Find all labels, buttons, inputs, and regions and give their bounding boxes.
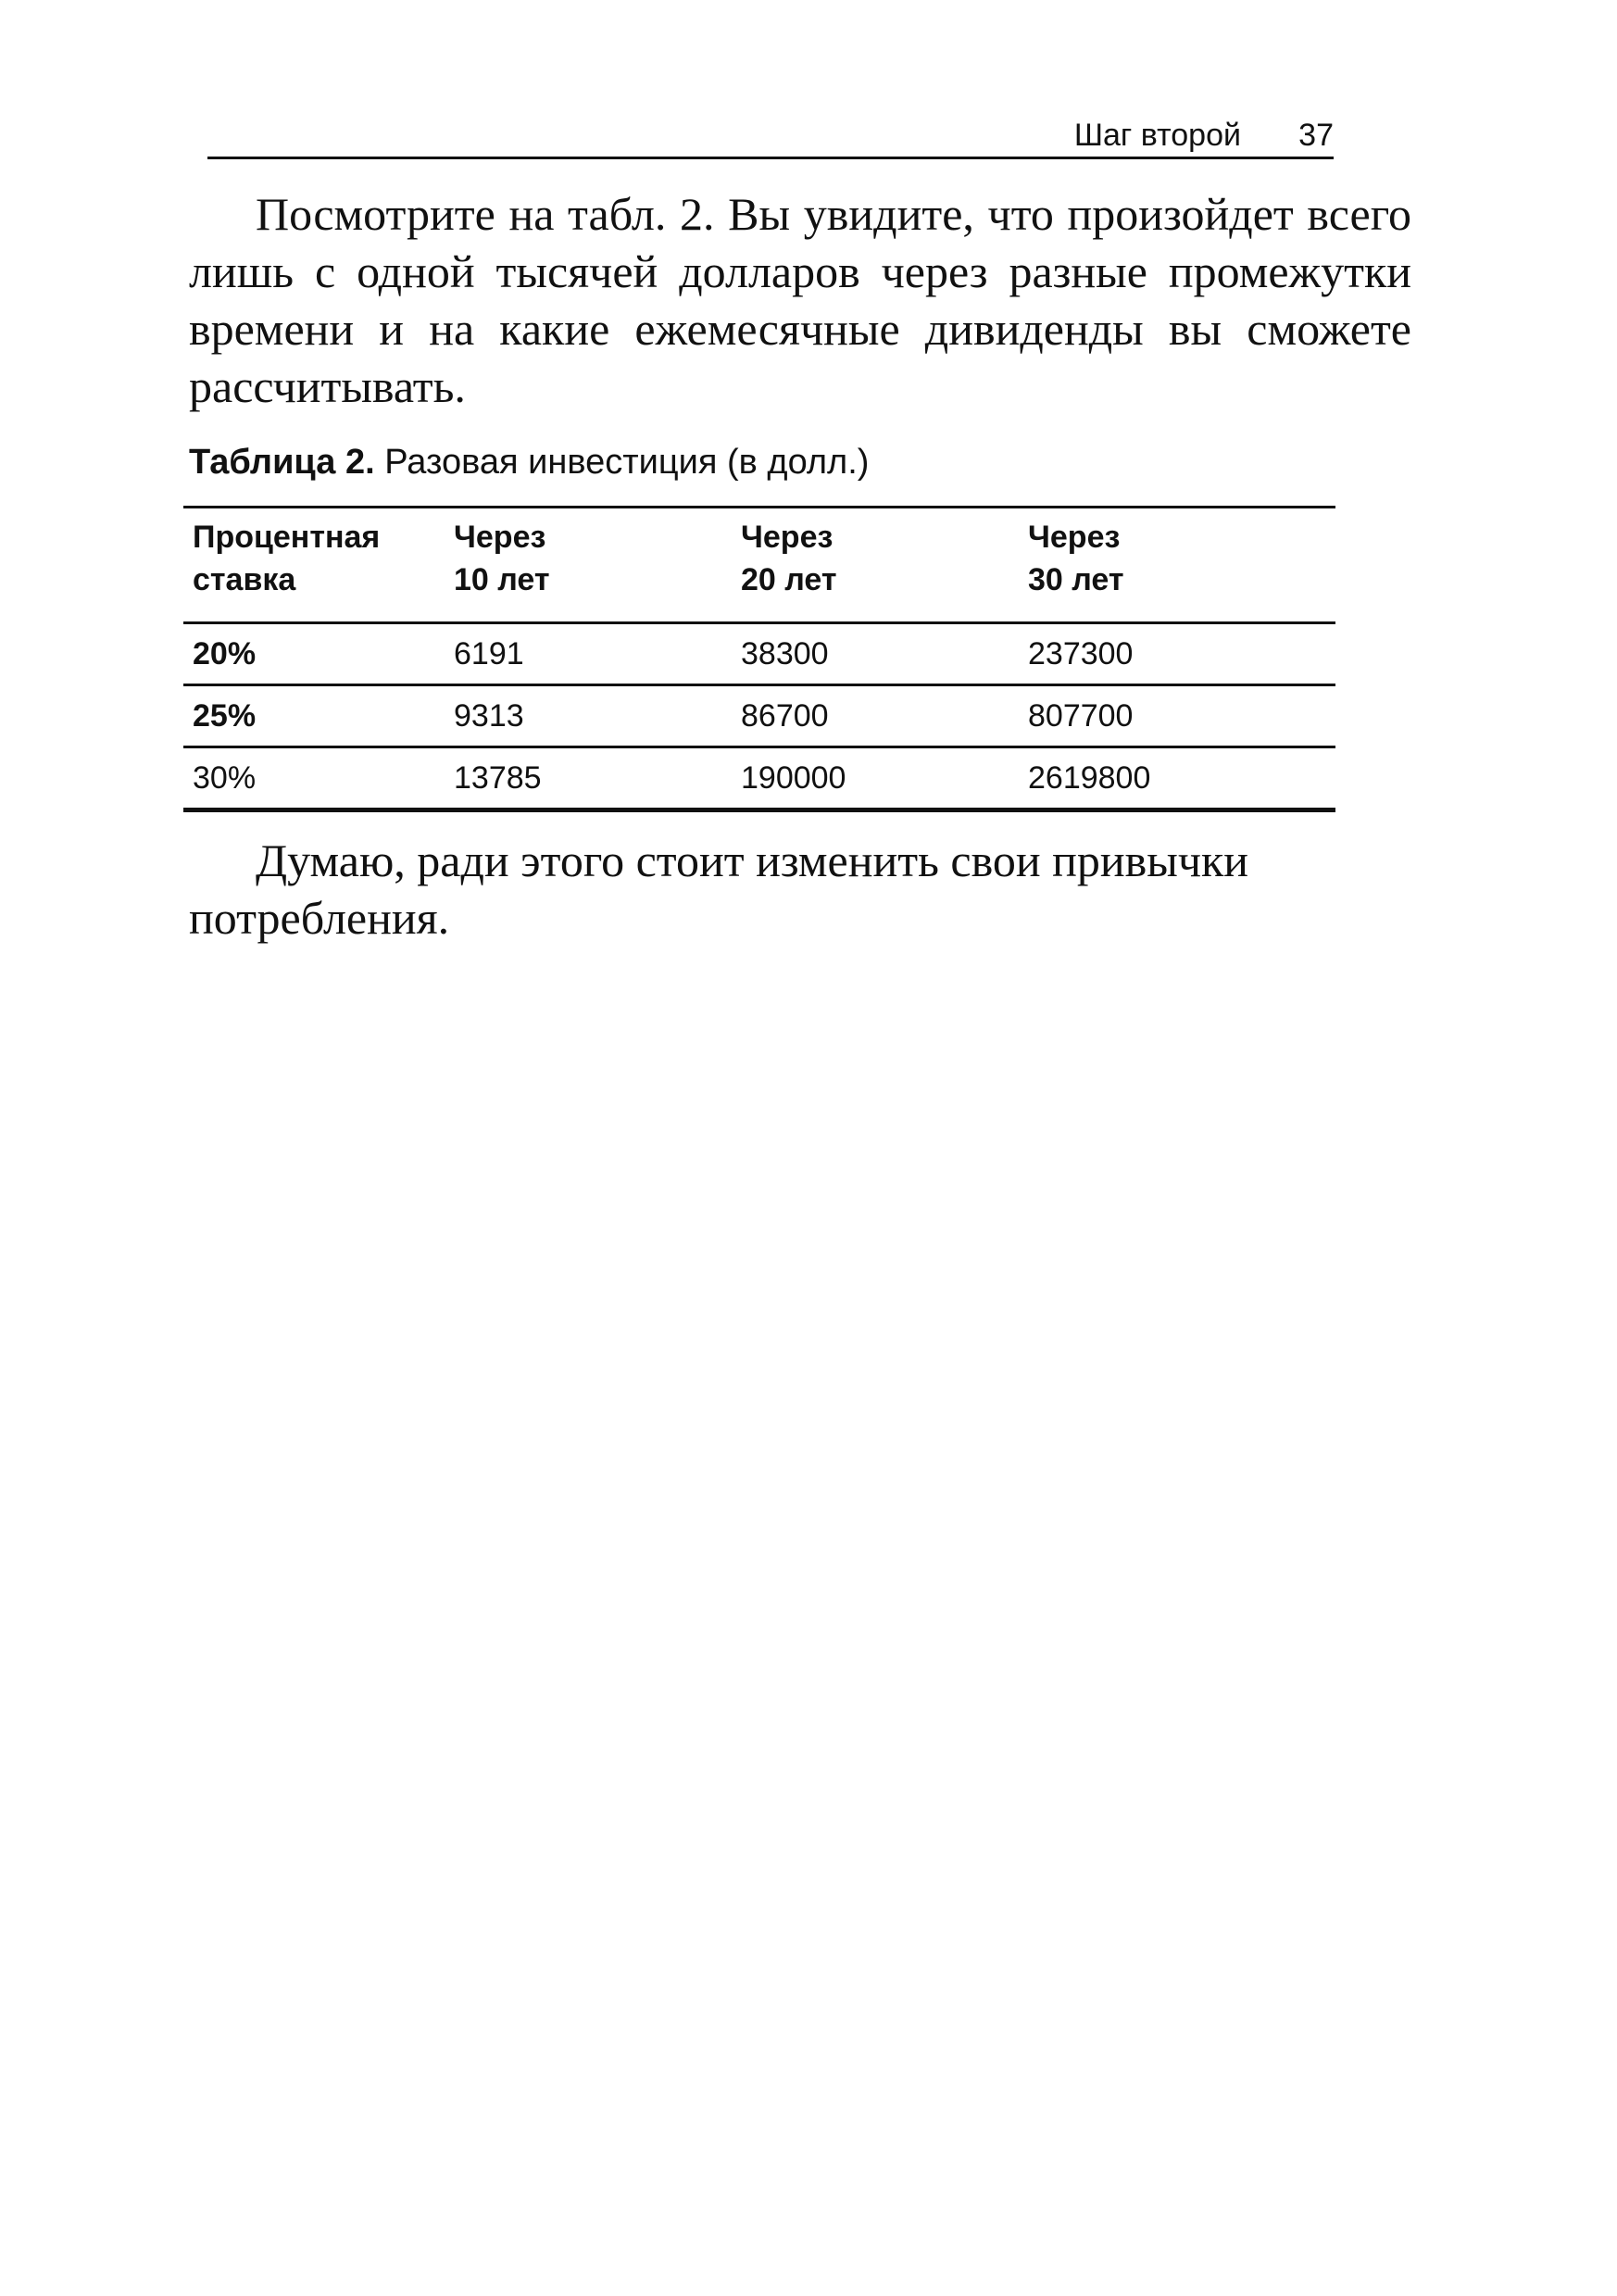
- rate-cell: 25%: [183, 685, 445, 747]
- value-cell: 237300: [1019, 623, 1335, 685]
- running-head: [207, 111, 1334, 159]
- header-30-years: Через 30 лет: [1028, 520, 1124, 597]
- value-cell: 86700: [732, 685, 1019, 747]
- investment-table: [183, 506, 1335, 812]
- table-caption: [189, 443, 869, 483]
- value-cell: 13785: [445, 747, 732, 810]
- header-rate: Процентная ставка: [193, 520, 381, 597]
- paragraph-conclusion: Думаю, ради этого стоит изменить свои привычки потребления.: [189, 834, 1249, 944]
- value-cell: 38300: [732, 623, 1019, 685]
- value-cell: 6191: [445, 623, 732, 685]
- section-title: Шаг второй: [1063, 118, 1241, 154]
- table-row: [183, 685, 1335, 747]
- value-cell: 807700: [1019, 685, 1335, 747]
- rate-cell: 30%: [183, 747, 445, 810]
- header-rule: [207, 157, 1334, 159]
- rate-cell: 20%: [183, 623, 445, 685]
- paragraph-intro: Посмотрите на табл. 2. Вы увидите, что произойдет всего лишь с одной тысячей долларов через разные промежутки времени и на какие ежемесячные дивиденды вы сможете рассчитывать.: [189, 188, 1411, 412]
- page-number: 37: [1298, 118, 1334, 153]
- table-row: [183, 747, 1335, 810]
- value-cell: 9313: [445, 685, 732, 747]
- header-10-years: Через 10 лет: [454, 520, 550, 597]
- table-header-row: [183, 508, 1335, 623]
- table-row: [183, 623, 1335, 685]
- header-20-years: Через 20 лет: [741, 520, 837, 597]
- value-cell: 2619800: [1019, 747, 1335, 810]
- table-caption-text: Разовая инвестиция (в долл.): [384, 443, 870, 482]
- table-caption-label: Таблица 2.: [189, 443, 375, 482]
- value-cell: 190000: [732, 747, 1019, 810]
